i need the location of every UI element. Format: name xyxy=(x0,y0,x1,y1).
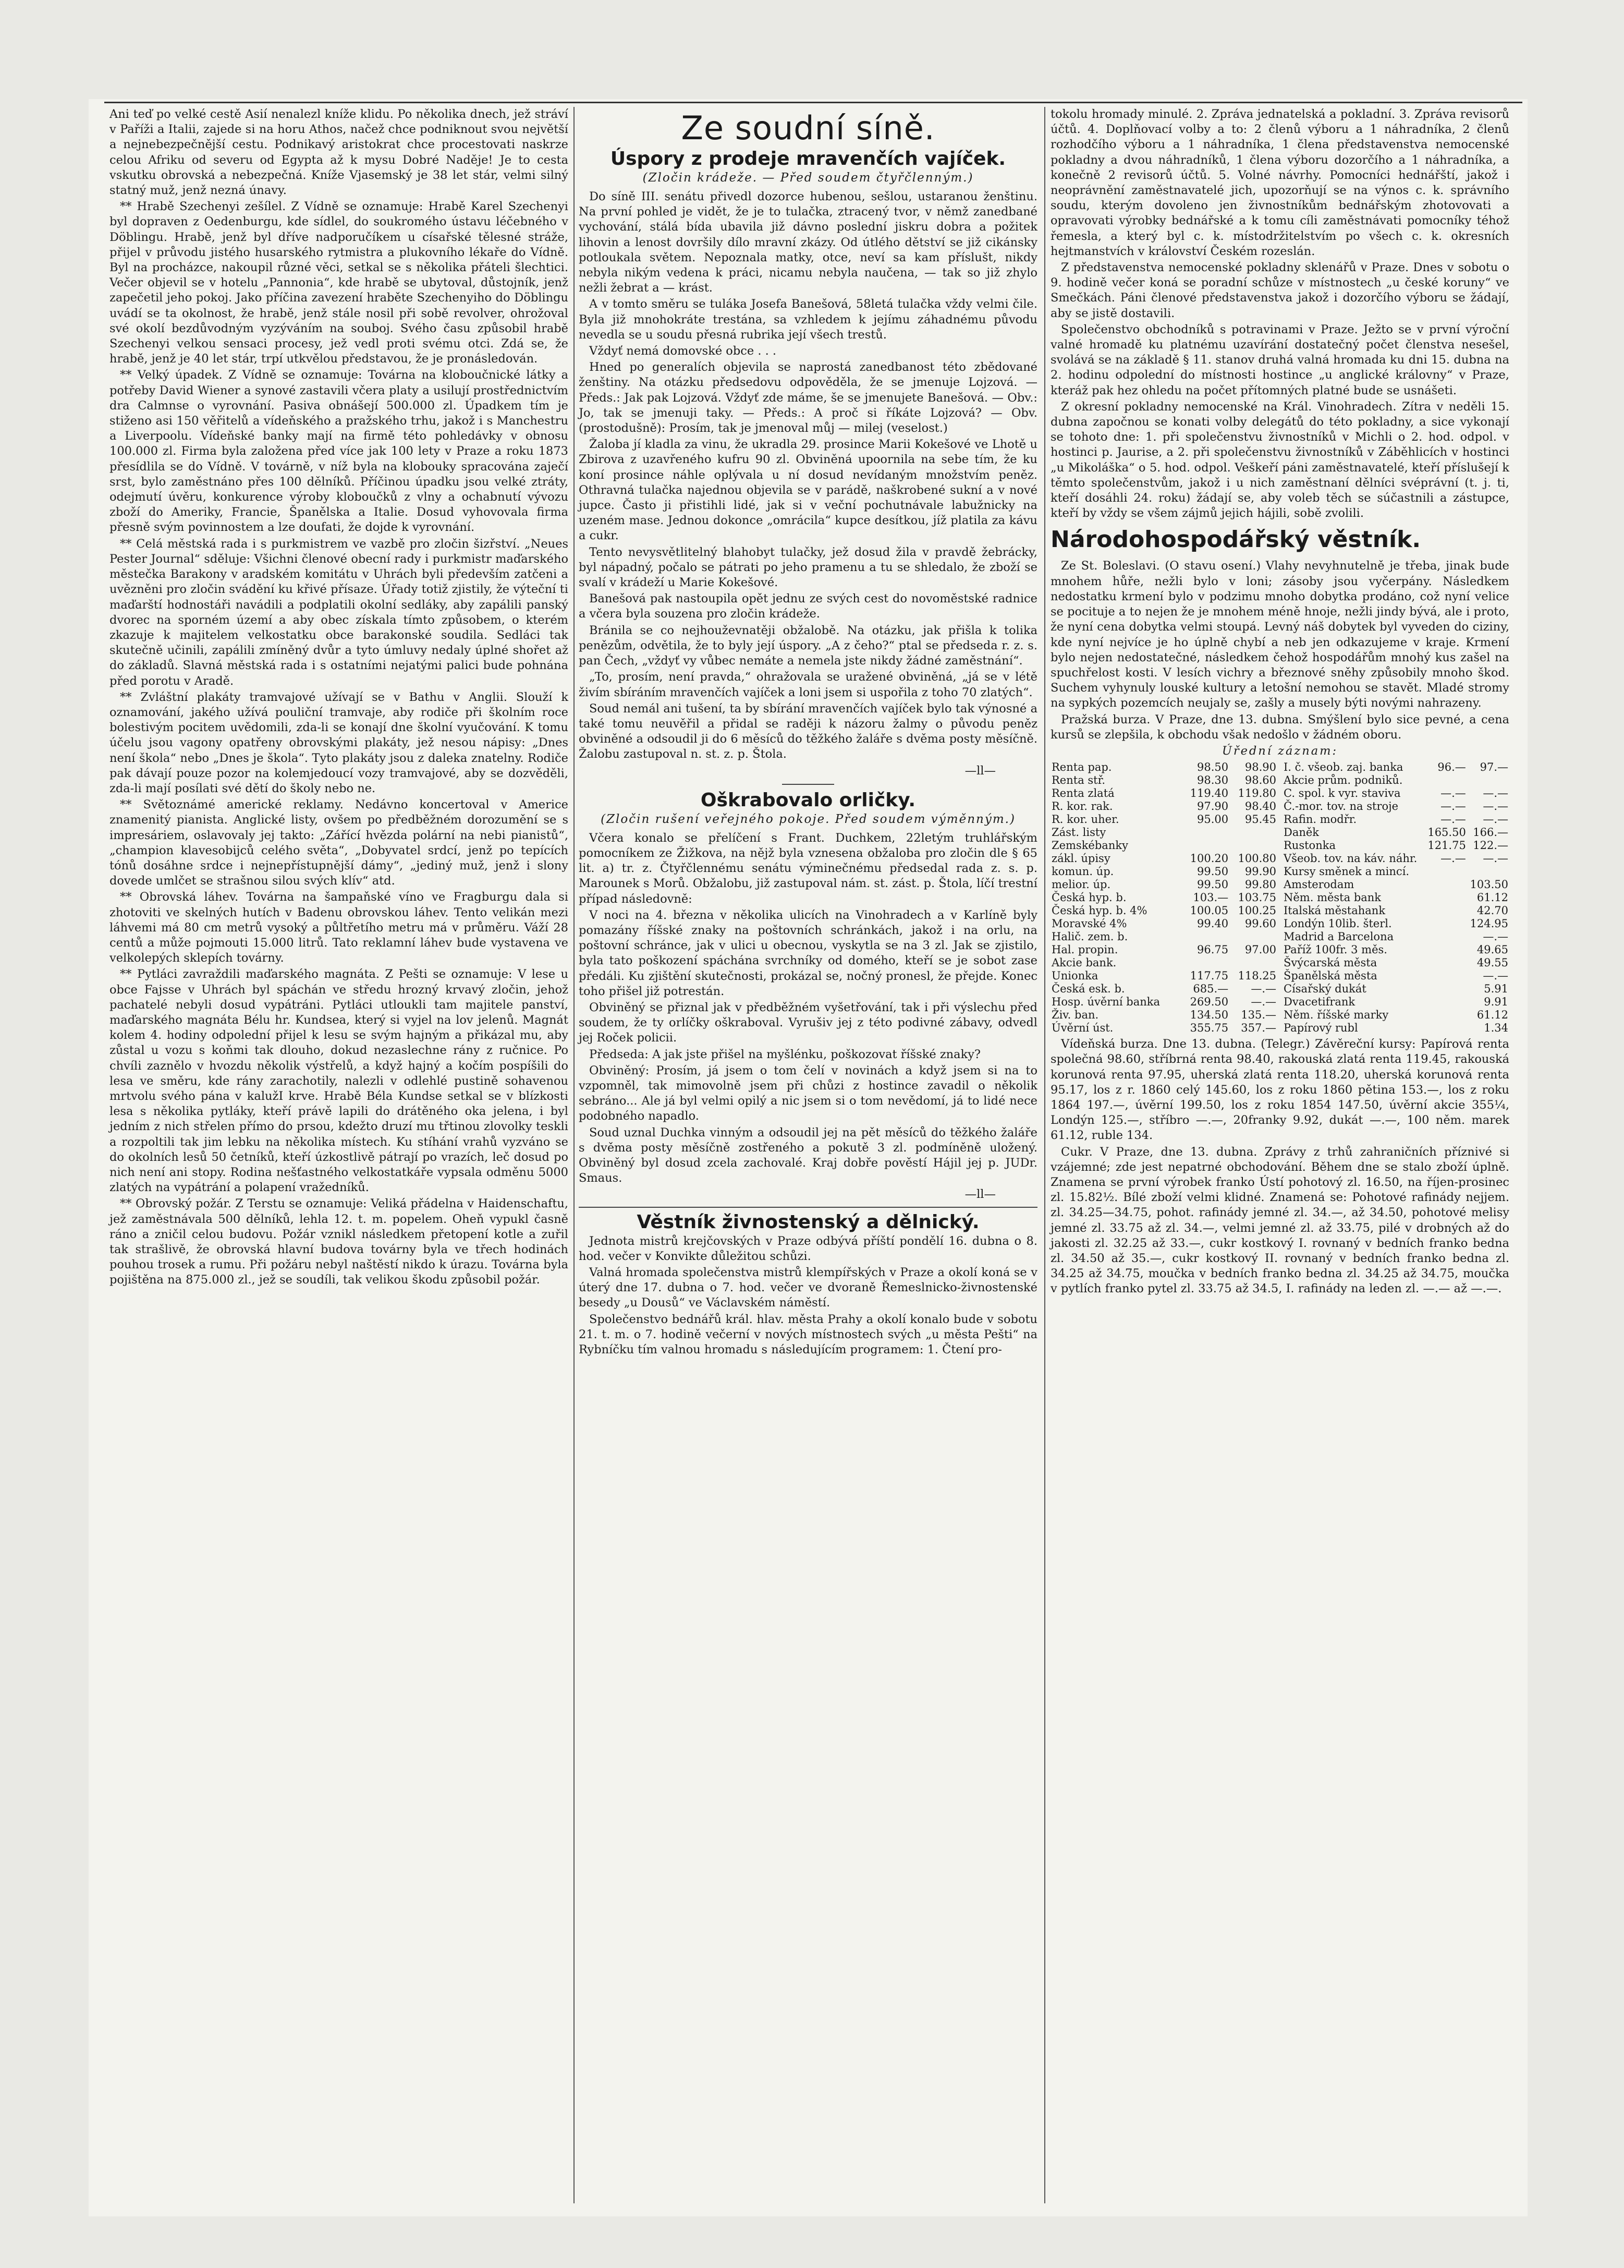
table-row xyxy=(1283,969,1509,983)
table-row xyxy=(1051,956,1277,969)
table-row xyxy=(1051,865,1277,878)
table-cell: —.— xyxy=(1483,787,1508,800)
table-cell: Hal. propin. xyxy=(1052,943,1118,956)
paragraph: Ani teď po velké cestě Asií nenalezl kníže klidu. Po několika dnech, jež stráví v Paříži a Italii, zajede si na horu Athos, načež chce podniknout svou největší a nejnebezpečnější cestu. Podnikavý aristokrat chce procestovati naskrze celou Afriku od severu od Egypta až k mysu Dobré Naděje! Je to cesta vskutku obrovská a nebezpečná. Kníže Vjasemský je 38 let stár, velmi silný statný muž, jenž nezná únavy. xyxy=(109,107,568,198)
paragraph: Tento nevysvětlitelný blahobyt tulačky, jež dosud žila v pravdě žebrácky, byl nápadný, počalo se pátrati po jeho pramenu a tu se shledalo, že zboží se svalí v krádeží u Marie Kokešové. xyxy=(579,545,1037,590)
table-cell: 97.— xyxy=(1480,761,1508,774)
section-heading: Věstník živnostenský a dělnický. xyxy=(637,1211,980,1233)
table-cell: 269.50 xyxy=(1190,996,1229,1009)
table-row xyxy=(1051,800,1277,813)
table-row xyxy=(1283,761,1509,774)
table-row xyxy=(1051,878,1277,891)
table-row xyxy=(1051,1009,1277,1022)
table-cell: Rafin. modřr. xyxy=(1284,813,1357,826)
table-row xyxy=(1283,996,1509,1009)
table-row xyxy=(1051,904,1277,917)
separator xyxy=(782,784,834,785)
paragraph: Jednota mistrů krejčovských v Praze odbývá příští pondělí 16. dubna o 8. hod. večer v Konvikte důležitou schůzi. xyxy=(579,1234,1037,1263)
top-rule xyxy=(104,102,1522,103)
table-row xyxy=(1051,983,1277,996)
article-title: Úspory z prodeje mravenčích vajíček. xyxy=(610,148,1006,169)
table-cell xyxy=(1425,917,1467,930)
table-row xyxy=(1283,917,1509,930)
paragraph: ** Obrovský požár. Z Terstu se oznamuje: Veliká přádelna v Haidenschaftu, jež zaměstnávala 500 dělníků, lehla 12. t. m. popelem. Oheň vypukl časně ráno a zničil celou budovu. Požár vznikl následkem přetopení kotle a zuřil tak strašlivě, že obrovská hlavní budova továrny byla ve třech hodinách pouhou trosek a rumu. Při požáru nebyl naštěstí nikdo k úrazu. Továrna byla pojištěna na 875.000 zl., jež se soudíli, tak velikou škodu způsobil požár. xyxy=(109,1197,568,1287)
table-cell: R. kor. rak. xyxy=(1052,800,1113,813)
rates-tables xyxy=(1051,759,1509,1037)
table-cell: 119.80 xyxy=(1238,787,1276,800)
table-cell: Španělská města xyxy=(1284,969,1377,983)
table-cell: 1.34 xyxy=(1484,1022,1508,1035)
table-cell: 96.75 xyxy=(1197,943,1229,956)
table-cell: Paříž 100fr. 3 měs. xyxy=(1284,943,1387,956)
table-cell: Císařský dukát xyxy=(1284,983,1366,996)
table-cell: —.— xyxy=(1251,996,1276,1009)
paragraph: Včera konalo se přelíčení s Frant. Duchkem, 22letým truhlářským pomocníkem ze Žižkova, na nějž byla vznesena obžaloba pro zločin dle § 65 lit. a) tr. z. Čtyřčlennému senátu výminečnému předsedal rada z. s. p. Marounek s Morů. Obžalobu, již zastupoval nám. st. zást. p. Štola, líčí trestní případ následovně: xyxy=(579,831,1037,906)
table-cell: 121.75 xyxy=(1427,839,1466,852)
table-cell: Amsterodam xyxy=(1284,878,1354,891)
paragraph: ** Zvláštní plakáty tramvajové užívají se v Bathu v Anglii. Slouží k oznamování, jakého užívá pouliční tramvaje, aby rodiče při školním roce bolestivým pocitem uvědomili, zda-li se konají dne školní vyučování. K tomu účelu jsou vagony opatřeny obrovskými plakáty, jež nesou nápisy: „Dnes není škola“ nebo „Dnes je škola“. Tyto plakáty jsou z daleka znatelny. Rodiče pak dávají pouze pozor na kolemjedoucí vozy tramvajové, aby se dozvěděli, zda-li mají posílati své dětí do školy nebo ne. xyxy=(109,690,568,795)
table-cell: Česká esk. b. xyxy=(1052,983,1125,996)
table-cell xyxy=(1229,930,1277,943)
table-cell: —.— xyxy=(1483,969,1508,983)
table-row xyxy=(1283,930,1509,943)
table-cell: 98.90 xyxy=(1244,761,1276,774)
column-rule-2 xyxy=(1044,107,1045,2203)
table-cell: 355.75 xyxy=(1190,1022,1229,1035)
table-cell: Daněk xyxy=(1284,826,1320,839)
table-row xyxy=(1283,983,1509,996)
rates-table-right xyxy=(1283,761,1509,1035)
table-row xyxy=(1283,839,1509,852)
table-cell: 95.45 xyxy=(1244,813,1276,826)
table-row xyxy=(1283,878,1509,891)
paragraph: Pražská burza. V Praze, dne 13. dubna. Smýšlení bylo sice pevné, a cena kursů se zlepšila, k obchodu však nedošlo v žádném oboru. xyxy=(1051,712,1509,742)
table-cell: 9.91 xyxy=(1484,996,1508,1009)
table-cell xyxy=(1425,956,1467,969)
table-cell: Zást. listy xyxy=(1052,826,1106,839)
table-row xyxy=(1051,1022,1277,1035)
table-cell: Halič. zem. b. xyxy=(1052,930,1128,943)
table-cell xyxy=(1425,969,1467,983)
table-cell: 49.55 xyxy=(1476,956,1508,969)
table-cell: Renta pap. xyxy=(1052,761,1112,774)
table-cell xyxy=(1229,826,1277,839)
column-1 xyxy=(109,107,568,1289)
table-cell: 122.— xyxy=(1473,839,1508,852)
paragraph: ** Pytláci zavraždili maďarského magnáta. Z Pešti se oznamuje: V lese u obce Fajsse v Uhrách byl spáchán ve středu hrozný krvavý zločin, jehož pachatelé nebyli dosud vypátráni. Pytláci utloukli tam majitele panství, maďarského magnáta Bélu hr. Kundsea, který si vyjel na lov jelenů. Magnát kolem 4. hodiny odpolední přijel k lesu se svým hajným a přikázal mu, aby zůstal u vozu s koňmi tak dlouho, dokud nezaslechne rány z ručnice. Po chvíli zaznělo v hvozdu několik výstřelů, a když hajný a kočím pospíšili do lesa ve směru, kde rány zarachotily, nalezli v odlehlé pustině sohavenou mrtvolu svého pána v kalužI krve. Hrabě Béla Kundse setkal se v blízkosti lesa s několika pytláky, kteří právě lapili do drátěného oka jelena, i byl jedním z nich střelen přímo do prsou, kdežto druzí mu třtinou zlovolky teskli a rozpoltili tak jim lebku na několika místech. Ku stíhání vrahů vyzváno se do okolních lesů 50 četníků, kteří úzkostlivě pátrají po vrazích, leč dosud po nich není ani stopy. Rodina nešťastného velkostatkáře vypsala odměnu 5000 zlatých na vypátrání a polapení vražedníků. xyxy=(109,967,568,1195)
table-row xyxy=(1051,774,1277,787)
table-cell: 100.05 xyxy=(1190,904,1229,917)
table-cell: Akcie prům. podniků. xyxy=(1284,774,1403,787)
table-cell: 96.— xyxy=(1437,761,1466,774)
paragraph: Vždyť nemá domovské obce . . . xyxy=(589,344,777,358)
paragraph: Valná hromada společenstva mistrů klempířských v Praze a okolí koná se v úterý dne 17. dubna o 7. hod. večer ve dvoraně Řemeslnicko-živnostenské besedy „u Dousů“ ve Václavském náměstí. xyxy=(579,1266,1037,1310)
table-cell: 98.60 xyxy=(1244,774,1276,787)
section-heading: Národohospodářský věstník. xyxy=(1051,526,1421,553)
table-cell: 117.75 xyxy=(1190,969,1229,983)
table-cell: —.— xyxy=(1440,800,1466,813)
paragraph: Ze St. Boleslavi. (O stavu osení.) Vlahy nevyhnutelně je třeba, jinak bude mnohem hůře, nežli bylo v loni; zásoby jsou vyčerpány. Následkem nedostatku krmení bylo v podzimu mnoho dobytka prodáno, což nyní velice se pocituje a to nejen že je mnohem méně hnoje, nežli jindy bývá, ale i proto, že nyní cena dobytka velmi stoupá. Levný náš dobytek byl vyveden do ciziny, kde nyní nejvíce je ho úplně chybí a neb jen odkazujeme v kraje. Krmení bylo nejen nedostatečné, následkem čehož hospodářům mnohý kus zašel na spuchřelost kosti. V lesích vichry a březnové sněhy způsobily mnoho škod. Suchem vyhynuly louské kultury a letošní nemohou se stavět. Mladé stromy na sypkých pozemcích neujaly se, zašly a musely býti novými nahrazeny. xyxy=(1051,559,1509,710)
table-cell: 100.80 xyxy=(1238,852,1276,865)
table-cell: 118.25 xyxy=(1238,969,1276,983)
table-cell: 49.65 xyxy=(1476,943,1508,956)
table-row xyxy=(1051,943,1277,956)
table-cell: Č.-mor. tov. na stroje xyxy=(1284,800,1399,813)
table-cell: 98.50 xyxy=(1197,761,1229,774)
table-cell: melior. úp. xyxy=(1052,878,1111,891)
table-row xyxy=(1283,800,1509,813)
table-cell: —.— xyxy=(1251,983,1276,996)
table-cell: Moravské 4% xyxy=(1052,917,1127,930)
table-cell: Madrid a Barcelona xyxy=(1284,930,1394,943)
table-cell xyxy=(1425,996,1467,1009)
table-cell: —.— xyxy=(1440,813,1466,826)
table-cell: 61.12 xyxy=(1476,1009,1508,1022)
table-cell: 103.50 xyxy=(1470,878,1508,891)
table-cell xyxy=(1425,1009,1467,1022)
table-cell: 99.80 xyxy=(1244,878,1276,891)
table-cell xyxy=(1425,983,1467,996)
table-cell xyxy=(1425,930,1467,943)
paragraph: Hned po generalích objevila se naprostá zanedbanost této zbědované ženštiny. Na otázku předsedovu odpověděla, že se jmenuje Lojzová. — Předs.: Jak pak Lojzová. Vždyť zde máme, še se jmenujete Banešová. — Obv.: Jo, tak se jmenuji taky. — Předs.: A proč si říkáte Lojzová? — Obv. (prostodušně): Prosím, tak je jmenoval můj — milej (veselost.) xyxy=(579,360,1037,435)
section-heading: Ze soudní síně. xyxy=(681,109,935,147)
table-row xyxy=(1051,996,1277,1009)
table-row xyxy=(1283,956,1509,969)
table-cell: 98.30 xyxy=(1197,774,1229,787)
table-cell: —.— xyxy=(1483,800,1508,813)
table-row xyxy=(1283,943,1509,956)
article-subtitle: (Zločin rušení veřejného pokoje. Před soudem výměnným.) xyxy=(601,812,1016,826)
paragraph: Bránila se co nejhouževnatěji obžalobě. Na otázku, jak přišla k tolika penězům, odvětila, že to byly její úspory. „A z čeho?“ ptal se předseda r. z. s. pan Čech, „vždyť vy vůbec nemáte a nemela jste nikdy žádné zaměstnání“. xyxy=(579,623,1037,668)
table-cell xyxy=(1425,865,1467,878)
table-cell: Všeob. tov. na káv. náhr. xyxy=(1284,852,1418,865)
table-cell: 165.50 xyxy=(1427,826,1466,839)
table-row xyxy=(1283,1009,1509,1022)
table-row xyxy=(1283,904,1509,917)
table-cell: Dvacetifrank xyxy=(1284,996,1356,1009)
table-row xyxy=(1283,787,1509,800)
table-cell: 119.40 xyxy=(1190,787,1229,800)
table-cell: 134.50 xyxy=(1190,1009,1229,1022)
paragraph: Vídeňská burza. Dne 13. dubna. (Telegr.) Závěreční kursy: Papírová renta společná 98.60, stříbrná renta 98.40, rakouská zlatá renta 119.45, rakouská korunová renta 97.95, uherská zlatá renta 118.20, uherská korunová renta 95.17, los z r. 1860 celý 145.60, los z roku 1860 pětina 153.—, los z roku 1864 197.—, úvěrní 199.50, los z roku 1854 147.50, úvěrní akcie 355¼, Londýn 125.—, stříbro —.—, 20franky 9.92, dukát —.—, 100 něm. marek 61.12, ruble 134. xyxy=(1051,1037,1509,1143)
paragraph: Soud uznal Duchka vinným a odsoudil jej na pět měsíců do těžkého žaláře s dvěma posty měsíčně zostřeného a pokutě 3 zl. podmíněně uložený. Obviněný byl dosud zcela zachovalé. Kraj dobře pověstí Hájil jej p. JUDr. Smaus. xyxy=(579,1125,1037,1185)
table-cell xyxy=(1425,878,1467,891)
table-cell xyxy=(1425,943,1467,956)
table-cell: 135.— xyxy=(1241,1009,1276,1022)
table-cell: 99.50 xyxy=(1197,878,1229,891)
table-row xyxy=(1051,891,1277,904)
table-cell xyxy=(1425,904,1467,917)
article-subtitle: (Zločin krádeže. — Před soudem čtyřčlenným.) xyxy=(642,171,974,185)
table-row xyxy=(1051,839,1277,852)
table-row xyxy=(1051,969,1277,983)
table-cell: 100.25 xyxy=(1238,904,1276,917)
table-row xyxy=(1051,787,1277,800)
table-cell: 166.— xyxy=(1473,826,1508,839)
paragraph: ** Světoznámé americké reklamy. Nedávno koncertoval v Americe znamenitý pianista. Anglické listy, ovšem po předběžném dorozumění se s impresáriem, oslavovaly jej takto: „Zářící hvězda polární na nebi pianistů“, „champion klavesobijců celého světa“, „Dobyvatel srdcí, jenž po tepících tónů dosáhne srdce i nejnepřístupnější dámy“, „jediný muž, jenž i slony dovede umlčet se strašnou silou svých klív“ atd. xyxy=(109,798,568,888)
table-cell: 61.12 xyxy=(1476,891,1508,904)
paragraph: Obviněný se přiznal jak v předběžném vyšetřování, tak i při výslechu před soudem, že ty orlíčky oškraboval. Vyrušiv jej z této podivné zábavy, odvedl jej Roček policii. xyxy=(579,1000,1037,1045)
paragraph: Z okresní pokladny nemocenské na Král. Vinohradech. Zítra v neděli 15. dubna započnou se konati volby delegátů do této pokladny, a sice vykonají se tohoto dne: 1. při společenstvu živnostníků v Michli o 2. hod. odpol. v hostinci p. Jaurise, a 2. při společenstvu živnostníků v Záběhlicích v hostinci „u Mikoláška“ o 5. hod. odpol. Veškeří páni zaměstnavatelé, kteří příslušejí k těmto společenstvům, jakož i u nich zaměstnaní dělníci svéprávní (t. j. ti, kteří dosáhli 24. roku) žádají se, aby voleb těch se súčastnili a zástupce, kteří by vždy se všem zájmů jejich hájili, sobě zvolili. xyxy=(1051,399,1509,520)
table-cell: Rustonka xyxy=(1284,839,1336,852)
table-cell: 99.90 xyxy=(1244,865,1276,878)
table-cell xyxy=(1229,956,1277,969)
paragraph: Cukr. V Praze, dne 13. dubna. Zprávy z trhů zahraničních příznivé si vzájemné; zde jest nepatrné obchodování. Během dne se stalo zboží úplně. Znamena se první výrobek franko Ústí pohotový zl. 16.50, na říjen-prosinec zl. 15.82½. Bílé zboží velmi klidné. Znamená se: Pohotové rafinády nejjem. zl. 34.25—34.75, pohot. rafinády jemné zl. 34.—, až 34.50, pohotové melisy jemné zl. 33.75 až zl. 34.—, velmi jemné zl. až 33.75, pilé v drobných až do jakosti zl. 32.25 až 33.—, cukr kostkový I. rovnaný v bedních franko bedna zl. 34.50 až 35.—, cukr kostkový II. rovnaný v bedních franko bedna zl. 34.25 až 34.75, moučka v bedních franko bedna zl. 34.25 až 34.75, moučka v pytlích franko pytel zl. 33.75 až 34.5, I. rafinády na leden zl. —.— až —.—. xyxy=(1051,1145,1509,1296)
separator xyxy=(579,1207,1037,1208)
signature: —ll— xyxy=(964,1187,996,1202)
table-cell: Česká hyp. b. 4% xyxy=(1052,904,1147,917)
table-cell: —.— xyxy=(1483,813,1508,826)
table-cell: Londýn 10lib. šterl. xyxy=(1284,917,1392,930)
table-row xyxy=(1283,865,1509,878)
table-cell: 357.— xyxy=(1241,1022,1276,1035)
table-cell: 95.00 xyxy=(1197,813,1229,826)
signature: —ll— xyxy=(964,763,996,778)
table-cell: Švýcarská města xyxy=(1284,956,1377,969)
table-cell: 42.70 xyxy=(1476,904,1508,917)
table-cell: —.— xyxy=(1483,852,1508,865)
table-cell xyxy=(1425,1022,1467,1035)
table-cell: Kursy směnek a mincí. xyxy=(1284,865,1410,878)
table-cell xyxy=(1467,774,1509,787)
column-rule-1 xyxy=(573,107,575,2203)
table-cell: Úvěrní úst. xyxy=(1052,1022,1114,1035)
table-cell: Italská městahank xyxy=(1284,904,1386,917)
table-cell: Akcie bank. xyxy=(1052,956,1117,969)
paragraph: Předseda: A jak jste přišel na myšlénku, poškozovat říšské znaky? xyxy=(589,1047,981,1061)
table-cell: 103.75 xyxy=(1238,891,1276,904)
paragraph: Banešová pak nastoupila opět jednu ze svých cest do novoměstské radnice a včera byla souzena pro zločin krádeže. xyxy=(579,592,1037,621)
column-2 xyxy=(579,107,1037,1359)
table-caption: Úřední záznam: xyxy=(1222,744,1338,758)
paragraph: tokolu hromady minulé. 2. Zpráva jednatelská a pokladní. 3. Zpráva revisorů účtů. 4. Doplňovací volby a to: 2 členů výboru a 1 náhradníka, 2 členů rozhodčího výboru a 1 náhradníka, 1 člena představenstva nemocenské pokladny a dvou náhradníků, 1 člena výboru dozorčího a 1 náhradníka, a konečně 2 revisorů účtů. 5. Volné návrhy. Pomocníci hednářští, jakož i neoprávnění zaměstnavatelé jich, upozorňují se na výnos c. k. správního soudu, kterým dovoleno jen živnostníkům bednářským zhotovovati a opravovati výrobky bednářské a k tomu cíli zaměstnávati pomocníky téhož řemesla, a který byl c. k. místodržitelstvím po všech c. k. okresních hejtmanstvích v království Českém rozeslán. xyxy=(1051,107,1509,258)
table-cell: Zemskébanky xyxy=(1052,839,1128,852)
paragraph: Společenstvo obchodníků s potravinami v Praze. Ježto se v první výroční valné hromadě ku platnému uzavírání dostatečný počet členstva nesešel, svolává se na základě § 11. stanov druhá valná hromada ku dni 15. dubna na 2. hodinu odpolední do místnosti hostince „u anglické královny“ v Praze, kteráž pak hez ohledu na počet přítomných platné bude se usnášeti. xyxy=(1051,322,1509,397)
table-row xyxy=(1051,930,1277,943)
rates-table-left xyxy=(1051,761,1277,1035)
table-cell: Renta zlatá xyxy=(1052,787,1115,800)
paragraph: Do síně III. senátu přivedl dozorce hubenou, sešlou, ustaranou ženštinu. Na první pohled je vidět, že je to tulačka, ztracený tvor, v němž zanedbané vychování, stálá bída ubavila již dávno poslední jiskru dobra a požitek lihovin a lenost dovršily dílo mravní zkázy. Od útlého dětství se již cikánsky potloukala světem. Nepoznala matky, otce, neví sa kam příslušt, nikdy nebyla nikým vedena k práci, nicamu nebyla naučena, — tak so již zhylo nežli žebrat a — krást. xyxy=(579,190,1037,295)
paragraph: Obviněný: Prosím, já jsem o tom čelí v novinách a když jsem si na to vzpomněl, tak mimovolně jsem při chůzi z hostince zavadil o několik sebráno... Ale já byl velmi opilý a nic jsem si o tom nevědomí, já to lidé nece podobného napadlo. xyxy=(579,1063,1037,1123)
table-cell: —.— xyxy=(1440,852,1466,865)
column-3 xyxy=(1051,107,1509,1298)
table-cell: Unionka xyxy=(1052,969,1098,983)
table-row xyxy=(1283,891,1509,904)
table-cell: 97.90 xyxy=(1197,800,1229,813)
table-cell: —.— xyxy=(1440,787,1466,800)
table-cell: R. kor. uher. xyxy=(1052,813,1119,826)
table-cell xyxy=(1425,891,1467,904)
paragraph: Soud nemál ani tušení, ta by sbírání mravenčích vajíček bylo tak výnosné a také tomu neuvěřil a přidal se raději k názoru žalmy o původu peněz obviněné a odsoudil ji do 6 měsíců do těžkého žaláře s dvěma posty měsíčně. Žalobu zastupoval n. st. z. p. Štola. xyxy=(579,701,1037,761)
table-cell: zákl. úpisy xyxy=(1052,852,1110,865)
table-cell: 100.20 xyxy=(1190,852,1229,865)
table-cell: 124.95 xyxy=(1470,917,1508,930)
table-cell: Hosp. úvěrní banka xyxy=(1052,996,1161,1009)
table-row xyxy=(1283,1022,1509,1035)
table-cell: 685.— xyxy=(1193,983,1229,996)
article-title: Oškrabovalo orličky. xyxy=(700,789,916,811)
paragraph: Žaloba jí kladla za vinu, že ukradla 29. prosince Marii Kokešové ve Lhotě u Zbirova z uzavřeného kufru 90 zl. Obviněná upoornila na sebe tím, že ku koní prosince náhle oplývala u ní dosud nevídaným množstvím peněz. Othravná tulačka najednou objevila se v parádě, naškrobené sukní a v nové jupce. Často ji přistihli lidé, jak si v veční pochutnávale labužnicky na uzeném mase. Jednou dokonce „omrácila“ kupce desítkou, jíž platila za kávu a cukr. xyxy=(579,438,1037,543)
paragraph: ** Hrabě Szechenyi zešílel. Z Vídně se oznamuje: Hrabě Karel Szechenyi byl dopraven z Oedenburgu, kde sídlel, do soukromého ústavu léčebného v Döblingu. Hrabě, jenž byl dříve nadporučíkem u císařské tělesné stráže, přijel v průvodu jistého husarského rytmistra a plukovního lékaře do Vídně. Byl na procházce, nakoupil různé věci, setkal se s několika přáteli šlechtici. Večer objevil se v hotelu „Pannonia“, kde hrabě se ubytoval, důstojník, jenž zapečetil jeho pokoj. Jako příčina zavezení hraběte Szechenyiho do Döblingu uvádí se ta okolnost, že hrabě, jenž stále nosil při sobě revolver, ohrožoval své okolí bezdůvodným vyzýváním na souboj. Svého času způsobil hrabě Szechenyi velkou sensaci procesy, jež vedl proti svému otci. Zdá se, že hrabě, jenž je 40 let stár, trpí utkvělou představou, že je pronásledován. xyxy=(109,200,568,366)
table-cell: 98.40 xyxy=(1244,800,1276,813)
table-cell: 99.50 xyxy=(1197,865,1229,878)
table-cell xyxy=(1181,930,1229,943)
table-cell: 99.40 xyxy=(1197,917,1229,930)
table-cell: 99.60 xyxy=(1244,917,1276,930)
table-row xyxy=(1051,852,1277,865)
table-cell xyxy=(1467,865,1509,878)
paragraph: V noci na 4. března v několika ulicích na Vinohradech a v Karlíně byly pomazány říšské znaky na poštovních schránkách, jakož i na orlu, na poštovní schránce, jak v ulici u obecnou, vyskytla se na 3 zl. Jak se zjistilo, byla tato poškození spáchána svrchníky od domého, kteří se je sobot zase předáli. Ku zjištění skutečnosti, prokázal se, nočný pronesl, že přejde. Konec toho přišel již potrestán. xyxy=(579,908,1037,998)
paragraph: Společenstvo bednářů král. hlav. města Prahy a okolí konalo bude v sobotu 21. t. m. o 7. hodině večerní v nových místnostech svých „u města Pešti“ na Rybníčku tím valnou hromadu s následujícím programem: 1. Čtení pro- xyxy=(579,1312,1037,1357)
table-cell: 5.91 xyxy=(1484,983,1508,996)
table-row xyxy=(1051,826,1277,839)
table-cell: I. č. všeob. zaj. banka xyxy=(1284,761,1403,774)
table-row xyxy=(1283,813,1509,826)
table-row xyxy=(1283,852,1509,865)
table-row xyxy=(1051,813,1277,826)
table-cell: C. spol. k vyr. staviva xyxy=(1284,787,1401,800)
table-cell xyxy=(1181,839,1229,852)
table-cell xyxy=(1425,774,1467,787)
table-row xyxy=(1051,761,1277,774)
paragraph: Z představenstva nemocenské pokladny sklenářů v Praze. Dnes v sobotu o 9. hodině večer koná se poradní schůze v místnostech „u české koruny“ ve Smečkách. Páni členové představenstva jakož i dozorčího výboru se žádají, aby se jistě dostavili. xyxy=(1051,261,1509,320)
table-cell: 97.00 xyxy=(1244,943,1276,956)
table-cell xyxy=(1229,839,1277,852)
table-row xyxy=(1283,826,1509,839)
table-cell: —.— xyxy=(1483,930,1508,943)
paragraph: „To, prosím, není pravda,“ ohražovala se uražené obviněná, „já se v létě živím sbíráním mravenčích vajíček a loni jsem si uspořila z toho 70 zlatých“. xyxy=(579,670,1037,699)
paragraph: ** Obrovská láhev. Továrna na šampaňské víno ve Fragburgu dala si zhotoviti ve skelných hutích v Badenu obrovskou láhev. Tento velikán mezi láhvemi má 80 cm metrů vysoký a půltřetího metru má v průměru. Váží 28 centů a může pojmouti 15.000 litrů. Tato reklamní láhev bude vystavena ve velkolepých sklepích továrny. xyxy=(109,890,568,965)
table-cell xyxy=(1181,956,1229,969)
table-cell: Něm. říšské marky xyxy=(1284,1009,1389,1022)
table-cell: Něm. města bank xyxy=(1284,891,1382,904)
table-cell: 103.— xyxy=(1193,891,1229,904)
paragraph: A v tomto směru se tuláka Josefa Banešová, 58letá tulačka vždy velmi čile. Byla již mnohokráte trestána, sa vzhledem k jejímu záhadnému původu nevedla se u soudu přesná rubrika její všech trestů. xyxy=(579,297,1037,342)
paragraph: ** Celá městská rada i s purkmistrem ve vazbě pro zločin šizřství. „Neues Pester Journal“ sděluje: Všichni členové obecní rady i purkmistr maďarského městečka Barakony v aradském komitátu v Uhrách byli především zatčeni a uvězněni pro zločin svádění ku křivé přísaze. Úřady totiž zjistily, že výteční ti maďarští hodnostáři navádili a podplatili okolní sedláky, aby zapálili panský dvorec na sporném území a aby obec získala tímto způsobem, o kterém zkazuje k majitelem velkostatku obce barakonské soudila. Sedláci tak skutečně učinili, zapálili zmíněný dvůr a tyto úmluvy nedaly úplné shořet až do základů. Slavná městská rada i s ostatními nejatými palici bude pohnána před porotu v Aradě. xyxy=(109,537,568,688)
table-cell: komun. úp. xyxy=(1052,865,1114,878)
paragraph: ** Velký úpadek. Z Vídně se oznamuje: Továrna na kloboučnické látky a potřeby David Wiener a synové zastavili včera platy a usilují prostřednictvím dra Calmnse o vyrovnání. Pasiva obnášejí 500.000 zl. Úpadkem tím je stiženo asi 150 věřitelů a vídeňského a pražského trhu, jakož i s Manchestru a Liverpoolu. Vídeňské banky mají na firmě této pohledávky v obnosu 100.000 zl. Firma byla založena před více jak 100 lety v Praze a roku 1873 přesídlila se do Vídně. V továrně, v níž byla na klobouky spracována zaječí srst, bylo zaměstnáno přes 100 dělníků. Příčinou úpadku jsou velké ztráty, odejmutí úvěru, konkurence výroby kloboučků z vlny a ochabnutí vývozu zboží do Ameriky, Francie, Španělska a Italie. Dosud vyhovovala firma přesně svým povinnostem a lze doufati, že dojde k vyrovnání. xyxy=(109,368,568,535)
table-row xyxy=(1283,774,1509,787)
table-cell: Česká hyp. b. xyxy=(1052,891,1127,904)
table-cell: Papírový rubl xyxy=(1284,1022,1358,1035)
table-cell xyxy=(1181,826,1229,839)
table-cell: Renta stř. xyxy=(1052,774,1106,787)
table-row xyxy=(1051,917,1277,930)
table-cell: Živ. ban. xyxy=(1052,1009,1099,1022)
